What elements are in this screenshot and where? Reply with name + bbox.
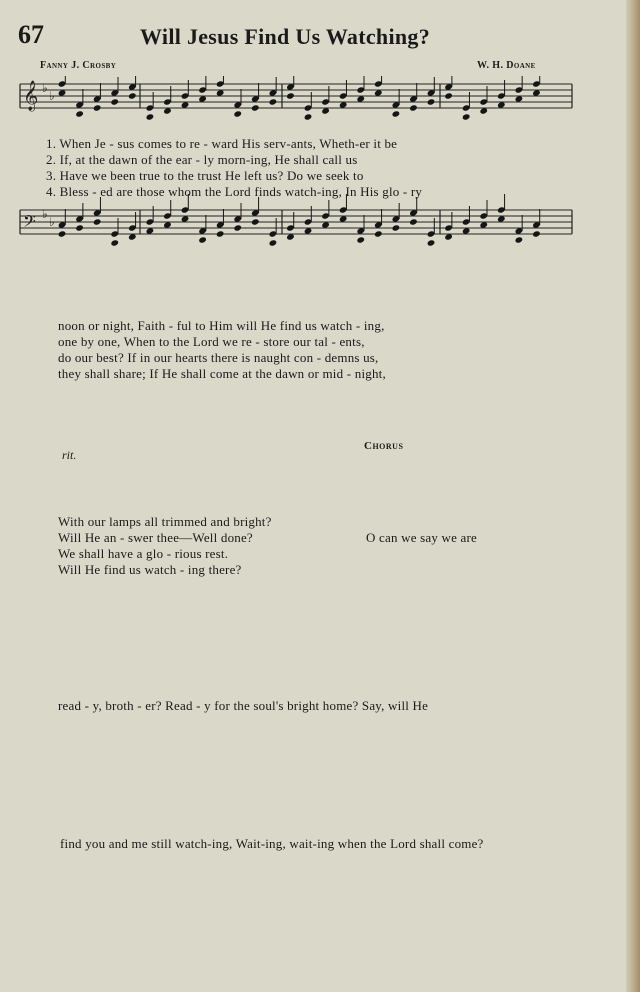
music-system-4 [0, 650, 640, 780]
chorus-label: Chorus [364, 440, 404, 452]
hymn-title: Will Jesus Find Us Watching? [140, 24, 430, 49]
chorus-lyric-3: find you and me still watch-ing, Wait-ing, wait-ing when the Lord shall come? [60, 836, 484, 851]
verse-1-line-1: 1. When Je - sus comes to re - ward His serv-ants, Wheth-er it be [46, 136, 398, 151]
verse-3-line-3: We shall have a glo - rious rest. [58, 546, 229, 561]
treble-staff [20, 76, 572, 121]
ritardando-marking: rit. [62, 448, 77, 462]
verse-4-line-2: they shall share; If He shall come at the dawn or mid - night, [58, 366, 386, 381]
flat-icon: ♭ [42, 207, 48, 221]
verse-4-line-3: Will He find us watch - ing there? [58, 562, 242, 577]
verse-2-line-2: one by one, When to the Lord we re - store our tal - ents, [58, 334, 365, 349]
bass-staff [20, 194, 572, 247]
verse-4-line-1: 4. Bless - ed are those whom the Lord finds watch-ing, In His glo - ry [46, 184, 423, 199]
flat-icon: ♭ [42, 81, 48, 95]
verse-3-line-2: do our best? If in our hearts there is naught con - demns us, [58, 350, 379, 365]
bass-clef-icon: 𝄢 [23, 211, 36, 235]
treble-clef-icon: 𝄞 [23, 81, 39, 111]
composer-credit: W. H. Doane [477, 60, 536, 71]
chorus-lyric-2: read - y, broth - er? Read - y for the soul's bright home? Say, will He [58, 698, 429, 713]
flat-icon: ♭ [49, 89, 55, 103]
verse-2-line-1: 2. If, at the dawn of the ear - ly morn-ing, He shall call us [46, 152, 358, 167]
verse-1-line-3: With our lamps all trimmed and bright? [58, 514, 272, 529]
flat-icon: ♭ [49, 215, 55, 229]
lyricist-credit: Fanny J. Crosby [40, 60, 117, 71]
chorus-lyric-1: O can we say we are [366, 530, 477, 545]
hymn-number: 67 [18, 20, 44, 49]
verse-1-line-2: noon or night, Faith - ful to Him will He find us watch - ing, [58, 318, 385, 333]
verse-2-line-3: Will He an - swer thee—Well done? [58, 530, 253, 545]
verse-3-line-1: 3. Have we been true to the trust He left us? Do we seek to [46, 168, 364, 183]
